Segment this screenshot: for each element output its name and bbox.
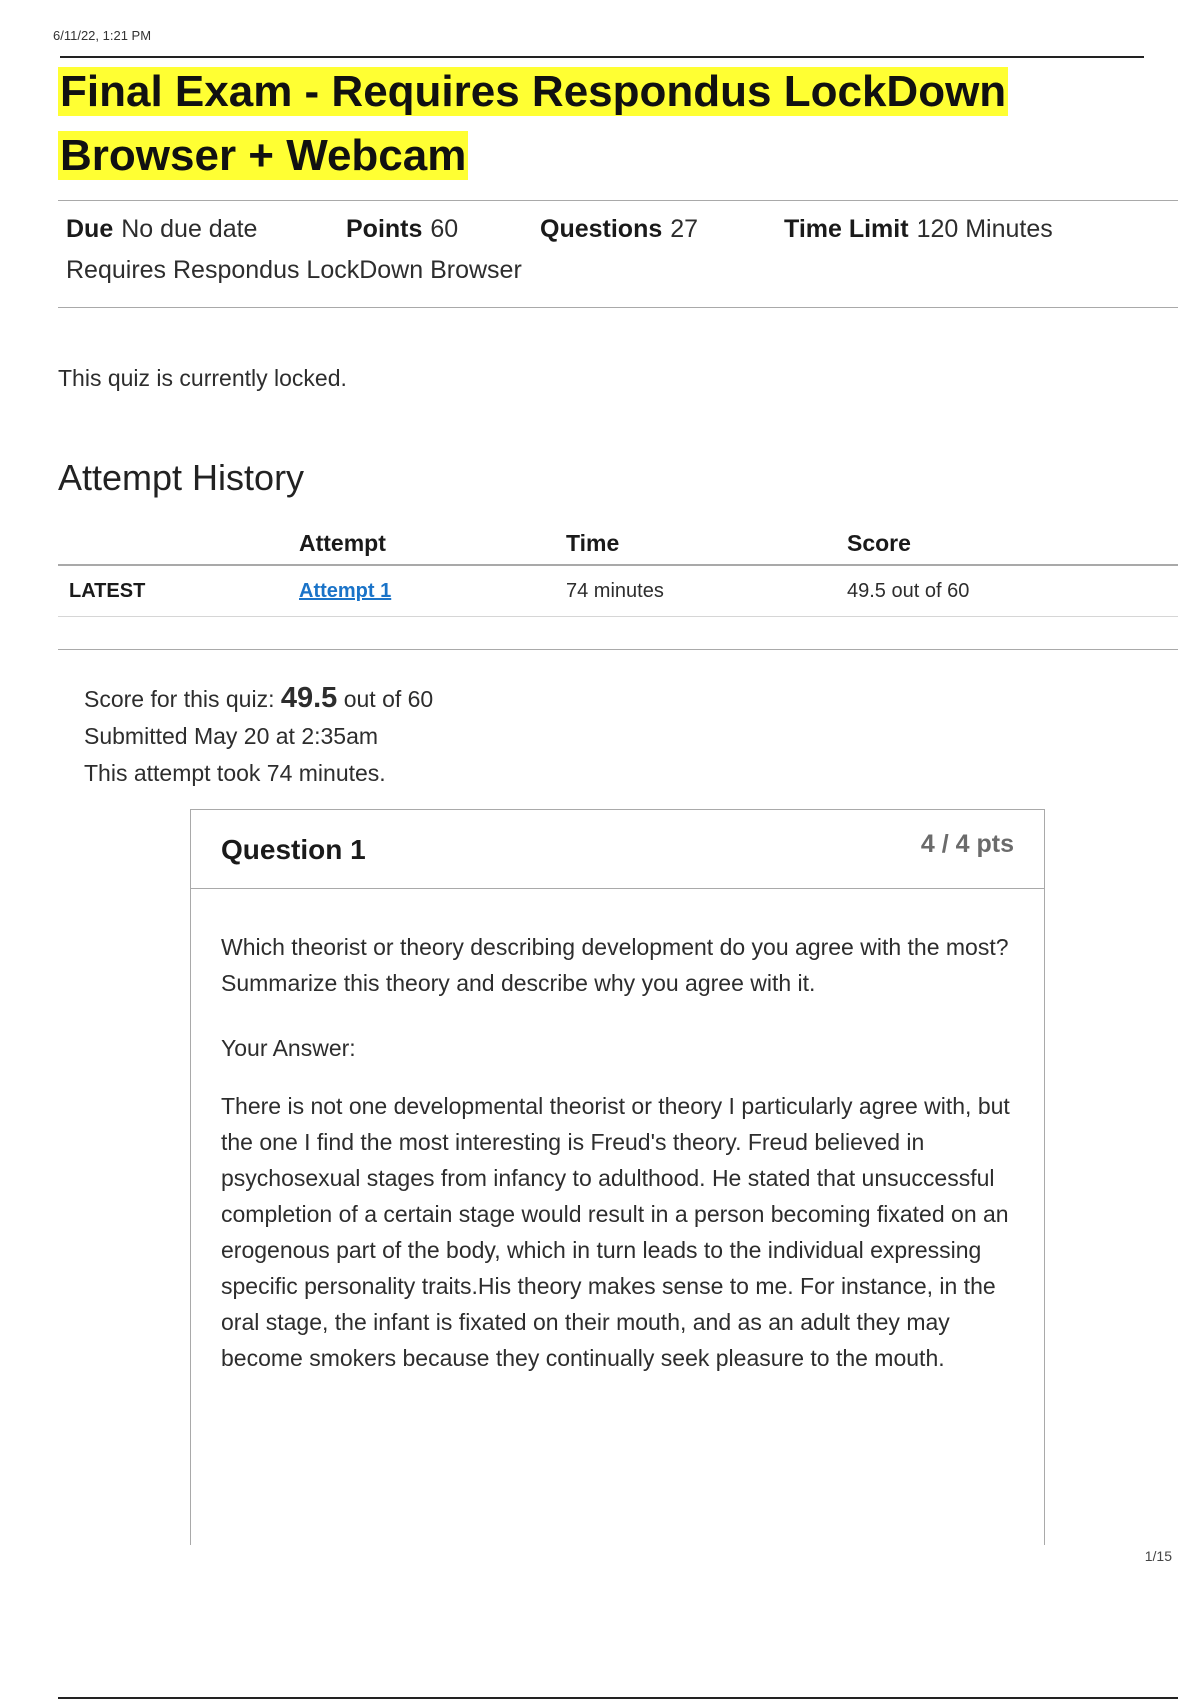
bottom-divider xyxy=(58,1697,1178,1699)
your-answer-label: Your Answer: xyxy=(221,1035,356,1061)
attempt-summary xyxy=(84,680,433,792)
quiz-locked-message: This quiz is currently locked. xyxy=(58,365,347,391)
score-cell: 49.5 out of 60 xyxy=(847,580,970,602)
questions-detail xyxy=(540,215,698,244)
score-prefix: Score for this quiz: xyxy=(84,686,275,712)
duration-line: This attempt took 74 minutes. xyxy=(84,760,386,786)
lockdown-requirement: Requires Respondus LockDown Browser xyxy=(66,256,522,284)
details-top-divider xyxy=(58,200,1178,201)
submitted-line: Submitted May 20 at 2:35am xyxy=(84,723,379,749)
due-detail xyxy=(66,215,257,244)
attempt-history-table xyxy=(58,522,1178,617)
print-header-date: 6/11/22, 1:21 PM xyxy=(53,28,152,43)
latest-label: LATEST xyxy=(69,580,146,602)
top-divider xyxy=(60,56,1144,58)
score-suffix: out of 60 xyxy=(343,686,434,712)
time-limit-label: Time Limit xyxy=(784,215,909,243)
questions-value: 27 xyxy=(670,215,699,243)
answer-text: There is not one developmental theorist or theory I particularly agree with, but the one I find the most interesting is Freud's theory. Freud believed in psychosexual stages from infancy to adulthood. He stated that unsuccessful completion of a certain stage would result in a person becoming fixated on an erogenous part of the body, which in turn leads to the individual expressing specific personality traits.His theory makes sense to me. For instance, in the oral stage, the infant is fixated on their mouth, and as an adult they may become smokers because they continually seek pleasure to the mouth. xyxy=(221,1093,1010,1371)
question-prompt: Which theorist or theory describing development do you agree with the most? Summarize this theory and describe why you agree with it. xyxy=(221,934,1009,996)
quiz-score-line xyxy=(84,680,433,718)
question-body xyxy=(191,889,1044,1376)
points-value: 60 xyxy=(430,215,459,243)
question-card xyxy=(190,809,1045,1545)
column-header-attempt: Attempt xyxy=(299,530,386,556)
question-title: Question 1 xyxy=(221,834,366,865)
due-label: Due xyxy=(66,215,114,243)
column-header-score: Score xyxy=(847,530,911,556)
table-row xyxy=(58,566,1178,617)
page-title xyxy=(58,60,1058,188)
attempt-cell xyxy=(299,580,391,603)
points-label: Points xyxy=(346,215,423,243)
attempt-history-header-row xyxy=(58,522,1178,566)
time-cell: 74 minutes xyxy=(566,580,664,602)
page-title-text: Final Exam - Requires Respondus LockDown Browser + Webcam xyxy=(60,67,1007,180)
questions-label: Questions xyxy=(540,215,663,243)
question-points: 4 / 4 pts xyxy=(920,830,1014,858)
summary-top-divider xyxy=(58,649,1178,650)
attempt-1-link[interactable]: Attempt 1 xyxy=(299,580,392,602)
page-number: 1/15 xyxy=(1144,1548,1172,1564)
score-value: 49.5 xyxy=(280,682,338,714)
points-detail xyxy=(346,215,458,244)
attempt-history-heading: Attempt History xyxy=(58,457,305,498)
column-header-time: Time xyxy=(566,530,620,556)
time-limit-value: 120 Minutes xyxy=(916,215,1053,243)
due-value: No due date xyxy=(121,215,258,243)
time-limit-detail xyxy=(784,215,1053,244)
details-bottom-divider xyxy=(58,307,1178,308)
question-header xyxy=(191,810,1044,889)
